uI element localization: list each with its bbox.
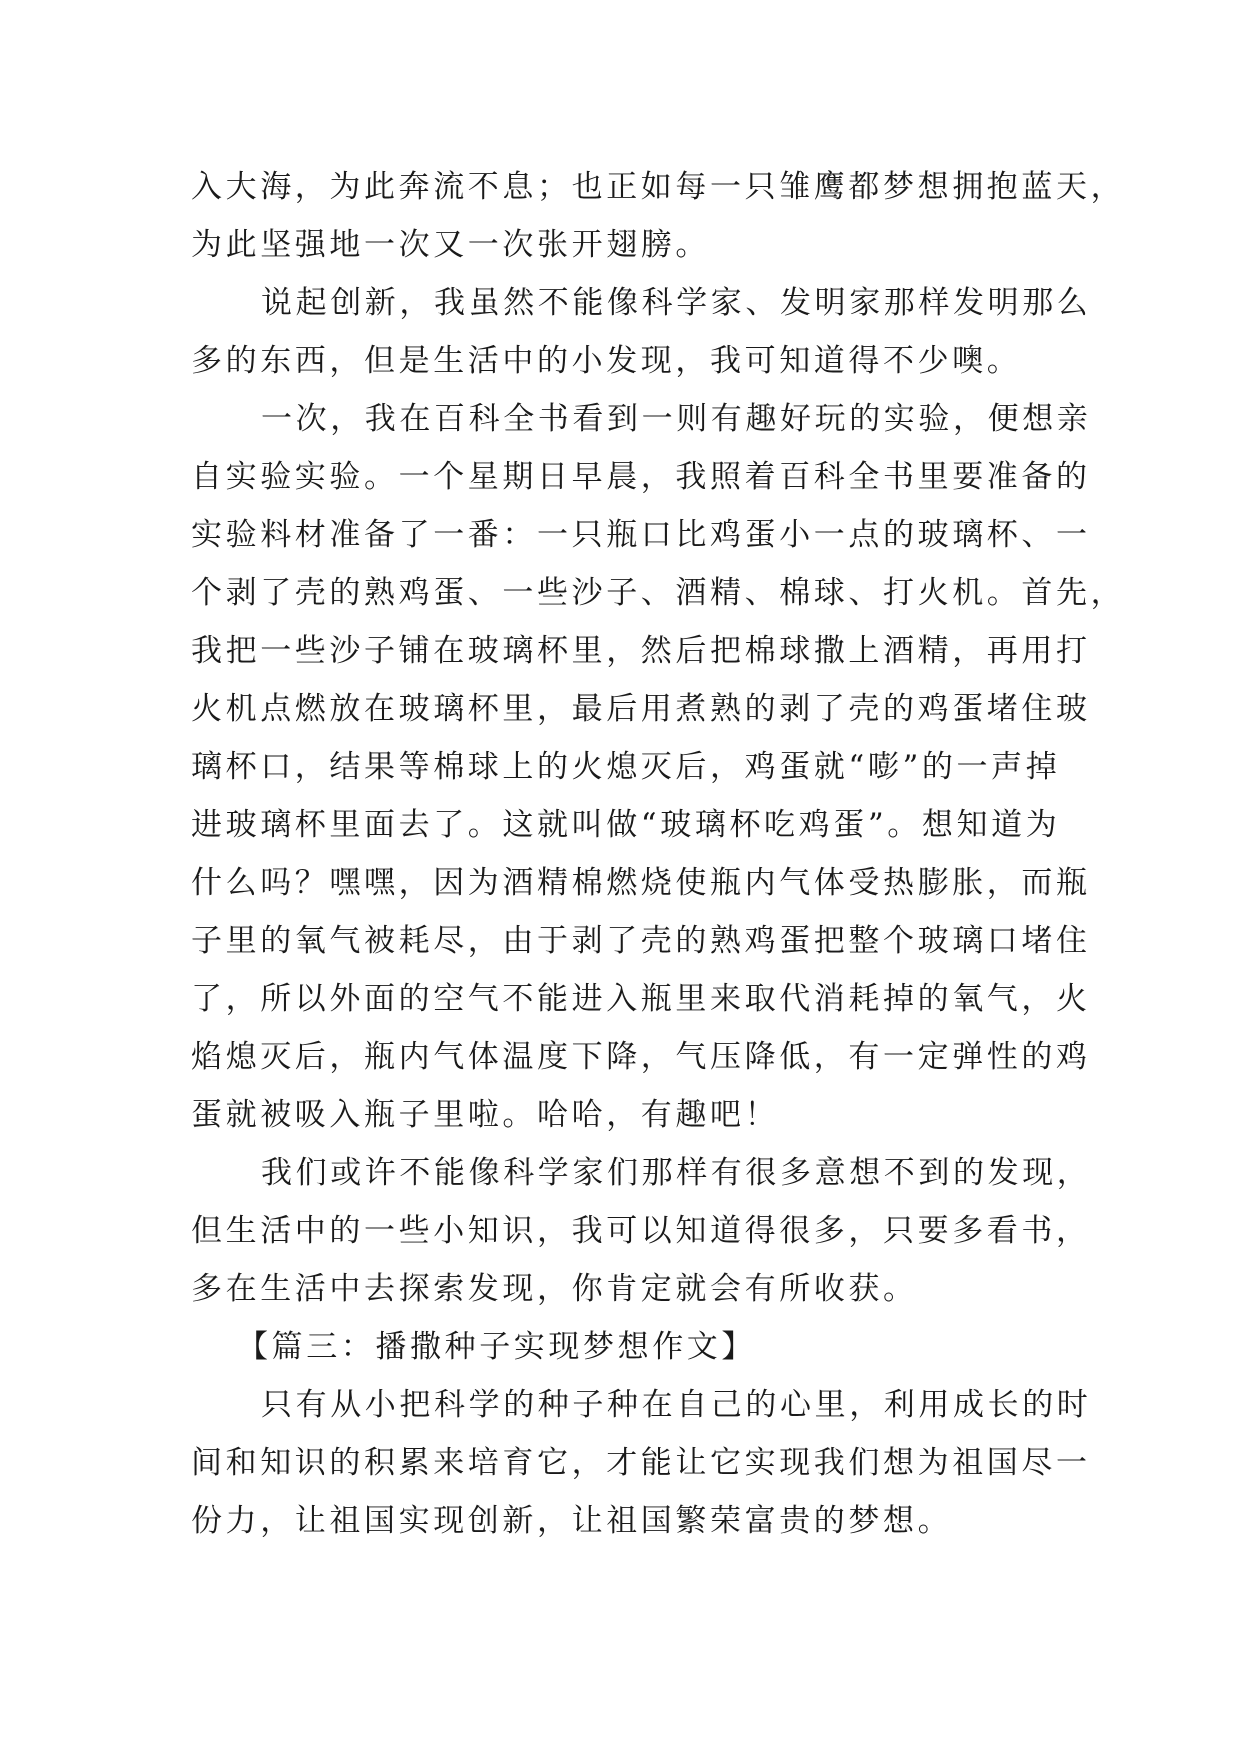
text-line: 了，所以外面的空气不能进入瓶里来取代消耗掉的氧气，火	[191, 981, 1091, 1017]
paragraph-start-line: 一次，我在百科全书看到一则有趣好玩的实验，便想亲	[261, 401, 1092, 437]
text-line: 间和知识的积累来培育它，才能让它实现我们想为祖国尽一	[191, 1445, 1091, 1481]
text-line: 但生活中的一些小知识，我可以知道得很多，只要多看书，	[191, 1213, 1091, 1249]
text-line: 进玻璃杯里面去了。这就叫做“玻璃杯吃鸡蛋”。想知道为	[191, 807, 1061, 843]
document-body	[191, 158, 1126, 1550]
text-line: 焰熄灭后，瓶内气体温度下降，气压降低，有一定弹性的鸡	[191, 1039, 1091, 1075]
text-line: 实验料材准备了一番：一只瓶口比鸡蛋小一点的玻璃杯、一	[191, 517, 1091, 553]
text-line: 多在生活中去探索发现，你肯定就会有所收获。	[191, 1271, 918, 1307]
text-line: 入大海，为此奔流不息；也正如每一只雏鹰都梦想拥抱蓝天，	[191, 169, 1126, 205]
section-heading: 【篇三：播撒种子实现梦想作文】	[237, 1329, 756, 1365]
text-line: 为此坚强地一次又一次张开翅膀。	[191, 227, 710, 263]
text-line: 火机点燃放在玻璃杯里，最后用煮熟的剥了壳的鸡蛋堵住玻	[191, 691, 1091, 727]
text-line: 个剥了壳的熟鸡蛋、一些沙子、酒精、棉球、打火机。首先，	[191, 575, 1126, 611]
text-line: 蛋就被吸入瓶子里啦。哈哈，有趣吧！	[191, 1097, 780, 1133]
paragraph-start-line: 我们或许不能像科学家们那样有很多意想不到的发现，	[261, 1155, 1092, 1191]
text-line: 子里的氧气被耗尽，由于剥了壳的熟鸡蛋把整个玻璃口堵住	[191, 923, 1091, 959]
text-line: 璃杯口，结果等棉球上的火熄灭后，鸡蛋就“嘭”的一声掉	[191, 749, 1061, 785]
paragraph-start-line: 只有从小把科学的种子种在自己的心里，利用成长的时	[261, 1387, 1092, 1423]
text-line: 自实验实验。一个星期日早晨，我照着百科全书里要准备的	[191, 459, 1091, 495]
text-line: 我把一些沙子铺在玻璃杯里，然后把棉球撒上酒精，再用打	[191, 633, 1091, 669]
text-line: 份力，让祖国实现创新，让祖国繁荣富贵的梦想。	[191, 1503, 953, 1539]
text-line: 多的东西，但是生活中的小发现，我可知道得不少噢。	[191, 343, 1022, 379]
text-line: 什么吗？嘿嘿，因为酒精棉燃烧使瓶内气体受热膨胀，而瓶	[191, 865, 1091, 901]
paragraph-start-line: 说起创新，我虽然不能像科学家、发明家那样发明那么	[261, 285, 1092, 321]
